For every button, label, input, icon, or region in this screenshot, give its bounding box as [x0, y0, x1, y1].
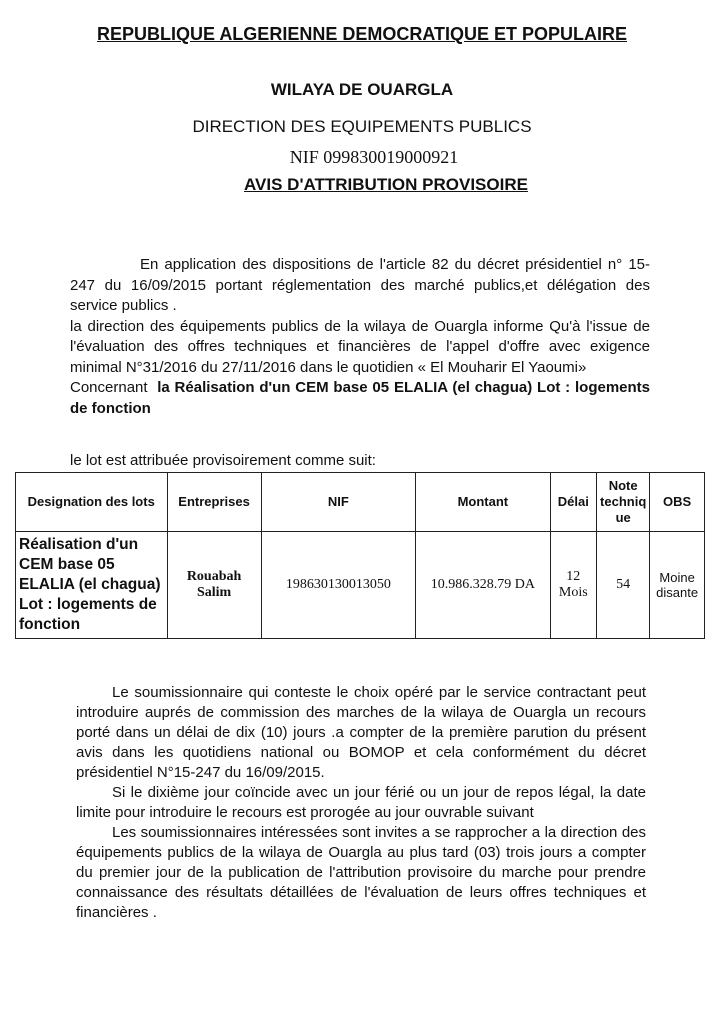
lot-attribution-line: le lot est attribuée provisoirement comme suit:: [70, 452, 376, 469]
table-row: [16, 532, 705, 639]
body-paragraph-1: Le soumissionnaire qui conteste le choix opéré par le service contractant peut introduire auprés de commission des marches de la wilaya de Ouargla un recours porté dans un délai de dix (10) jours .a compter de la première parution du présent avis dans les quotidiens national ou BOMOP et cela conformément du décret présidentiel N°15-247 du 16/09/2015.: [76, 684, 646, 781]
avis-title: AVIS D'ATTRIBUTION PROVISOIRE: [244, 175, 528, 194]
wilaya-heading: WILAYA DE OUARGLA: [270, 80, 454, 99]
header-delai: Délai: [550, 473, 597, 532]
body-paragraph-3: Les soumissionnaires intéressées sont invites a se rapprocher a la direction des équipements publics de la wilaya de Ouargla au plus tard (03) trois jours a compter du premier jour de la publication de l'attribution provisoire du marche pour prendre connaissance des résultats détaillées de l'évaluation de leurs offres techniques et financières .: [76, 824, 646, 921]
cell-obs: Moine disante: [650, 532, 705, 639]
header-obs: OBS: [650, 473, 705, 532]
cell-note: 54: [597, 532, 650, 639]
cell-delai: 12 Mois: [550, 532, 597, 639]
body-section: [76, 683, 646, 923]
intro-paragraph-2: la direction des équipements publics de la wilaya de Ouargla informe Qu'à l'issue de l'évaluation des offres techniques et financières de l'appel d'offre avec exigence minimal N°31/2016 du 27/11/2016 dans le quotidien « El Mouharir El Yaoumi»: [70, 317, 650, 376]
direction-heading: DIRECTION DES EQUIPEMENTS PUBLICS: [192, 117, 532, 136]
marche-object: la Réalisation d'un CEM base 05 ELALIA (el chagua) Lot : logements de fonction: [70, 379, 650, 417]
body-paragraph-2: Si le dixième jour coïncide avec un jour férié ou un jour de repos légal, la date limite pour introduire le recours est prorogée au jour ouvrable suivant: [76, 784, 646, 821]
republic-heading: REPUBLIQUE ALGERIENNE DEMOCRATIQUE ET POPULAIRE: [96, 24, 628, 44]
cell-entreprise: Rouabah Salim: [167, 532, 261, 639]
header-montant: Montant: [416, 473, 550, 532]
header-entreprises: Entreprises: [167, 473, 261, 532]
header-note: Note techniq ue: [597, 473, 650, 532]
header-nif: NIF: [261, 473, 416, 532]
cell-montant: 10.986.328.79 DA: [416, 532, 550, 639]
intro-paragraph-3: [70, 378, 650, 419]
intro-paragraph-1: En application des dispositions de l'article 82 du décret présidentiel n° 15-247 du 16/09/2015 portant réglementation des marché publics,et délégation des service publics .: [70, 256, 650, 314]
header-designation: Designation des lots: [16, 473, 168, 532]
attribution-table: [15, 472, 705, 639]
intro-section: [70, 255, 650, 419]
table-header-row: [16, 473, 705, 532]
cell-designation: Réalisation d'un CEM base 05 ELALIA (el chagua) Lot : logements de fonction: [16, 532, 168, 639]
nif-heading: NIF 099830019000921: [289, 147, 459, 167]
concernant-label: Concernant: [70, 379, 148, 396]
cell-nif: 198630130013050: [261, 532, 416, 639]
